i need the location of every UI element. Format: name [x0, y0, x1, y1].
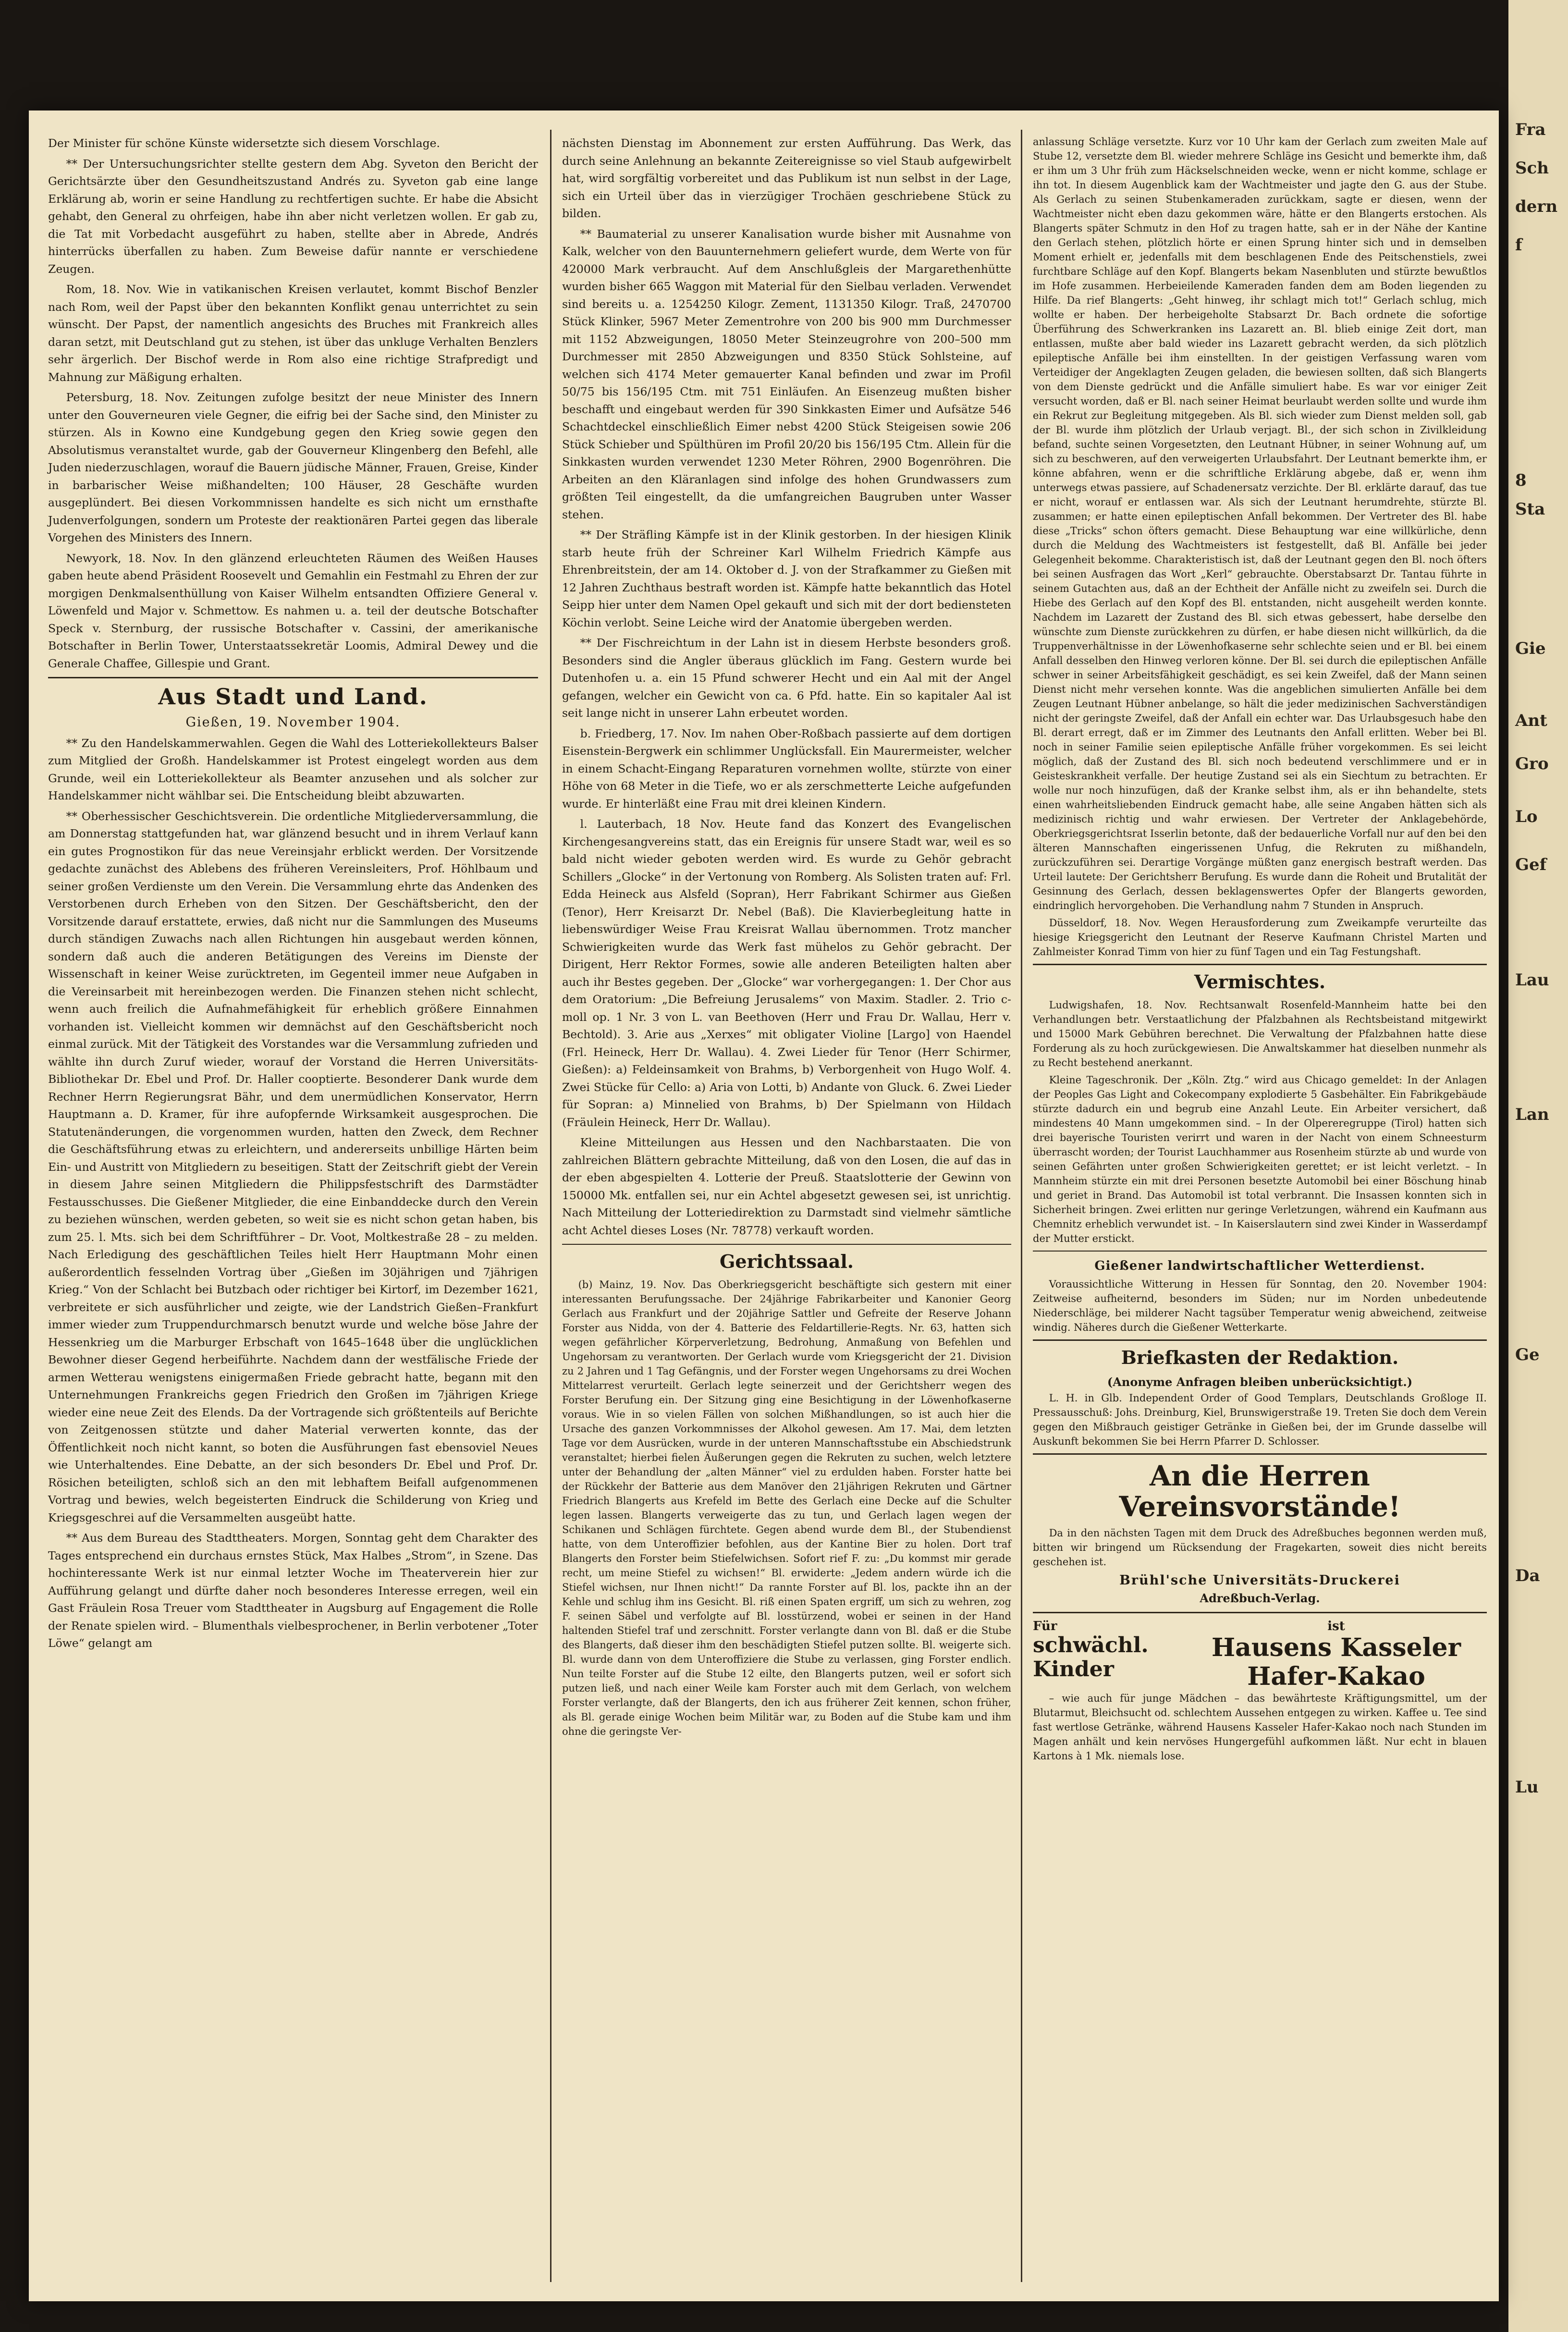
column-2: [562, 135, 1011, 1742]
strip-text: Sch: [1515, 159, 1549, 178]
news-paragraph: ** Der Fischreichtum in der Lahn ist in diesem Herbste besonders groß. Besonders sind die Angler überaus glücklich im Fang. Gestern wurde bei Dutenhofen u. a. ein 15 Pfund schwerer Hecht und ein Aal mit der Angel gefangen, welcher ein Gewicht von ca. 6 Pfd. hatte. Ein so kapitaler Aal ist seit lange nicht in unserer Lahn erbeutet worden.: [562, 636, 1011, 720]
ad-left-small: Für: [1033, 1619, 1057, 1633]
local-paragraph: ** Oberhessischer Geschichtsverein. Die ordentliche Mitgliederversammlung, die am Donnerstag stattgefunden hat, war glänzend besucht und in ihrem Verlauf kann ein gutes Prognostikon für das neue Vereinsjahr erblickt werden. Der Vorsitzende gedachte zunächst des Ablebens des früheren Vereinsleiters, Prof. Höhlbaum und seiner großen Verdienste um den Verein. Die Versammlung ehrte das Andenken des Verstorbenen durch Erheben von den Sitzen. Der Geschäftsbericht, den der Vorsitzende darauf erstattete, erwies, daß nicht nur die Sammlungen des Museums durch ständigen Zuwachs nach allen Richtungen hin ausgebaut werden können, sondern daß auch die anderen Betätigungen des Vereins im Dienste der Wissenschaft in keiner Weise zurücktreten, im Gegenteil immer neue Aufgaben in die Vereinsarbeit mit hereinbezogen werden. Die Finanzen stehen nicht schlecht, wenn auch freilich die Aufnahmefähigkeit für erheblich größere Einnahmen vorhanden ist. Vielleicht kommen wir demnächst auf den Geschäftsbericht noch einmal zurück. Mit der Tätigkeit des Vorstandes war die Versammlung zufrieden und wählte ihn durch Zuruf wieder, worauf der Vorstand die Herren Universitäts-Bibliothekar Dr. Ebel und Prof. Dr. Haller cooptierte. Besonderer Dank wurde dem Rechner Herrn Regierungsrat Bähr, und dem unermüdlichen Konservator, Herrn Hauptmann a. D. Kramer, für ihre aufopfernde Wirksamkeit ausgesprochen. Die Statutenänderungen, die vorgenommen wurden, hatten den Zweck, dem Rechner die Geschäftsführung etwas zu erleichtern, und andererseits unbillige Härten beim Ein- und Austritt von Mitgliedern zu beseitigen. Statt der Zeitschrift giebt der Verein in diesem Jahre seinen Mitgliedern die Philippsfestschrift des Darmstädter Festausschusses. Die Gießener Mitglieder, die eine Einbanddecke durch den Verein zu beziehen wünschen, werden gebeten, so weit sie es nicht schon getan haben, bis zum 25. l. Mts. sich bei dem Schriftführer – Dr. Voot, Moltkestraße 28 – zu melden. Nach Erledigung des geschäftlichen Teiles hielt Herr Hauptmann Mohr einen außerordentlich fesselnden Vortrag über „Gießen im 30jährigen und 7jährigen Krieg.“ Von der Schlacht bei Butzbach oder richtiger bei Kirtorf, im Dezember 1621, verbreitete er sich ausführlicher und zeigte, wie der Landstrich Gießen–Frankfurt immer wieder zum Truppendurchmarsch benutzt wurde und welche böse Jahre der Hessenkrieg um die Marburger Erbschaft von 1645–1648 über die unglücklichen Bewohner dieser Gegend herbeiführte. Nachdem dann der westfälische Friede der armen Wetterau wenigstens einigermaßen Friede gebracht hatte, begann mit den Unternehmungen Frankreichs gegen Friedrich den Großen im 7jährigen Kriege wieder eine neue Zeit des Elends. Da der Vortragende sich größtenteils auf Berichte von Zeitgenossen stützte und daher Material verwerten konnte, das der Öffentlichkeit noch nicht kannt, so boten die Ausführungen fast ebensoviel Neues wie Unterhaltendes. Eine Debatte, an der sich besonders Dr. Ebel und Prof. Dr. Rösichen beteiligten, schloß sich an den mit lebhaftem Beifall aufgenommenen Vortrag und bewies, welch begeisterten Eindruck die Schilderung von Krieg und Kriegsgeschrei auf die Versammelten ausgeübt hatte.: [48, 809, 538, 1524]
cocoa-advertisement: [1033, 1619, 1487, 1691]
letterbox-subtitle: (Anonyme Anfragen bleiben unberücksichtigt.): [1107, 1375, 1413, 1389]
ad-right-block: [1186, 1619, 1487, 1691]
misc-paragraph: Kleine Tageschronik. Der „Köln. Ztg.“ wird aus Chicago gemeldet: In der Anlagen der Peoples Gas Light and Cokecompany explodierte 5 Gasbehälter. Ein Fabrikgebäude stürzte dadurch ein und begrub eine Anzahl Leute. Ein Arbeiter versichert, daß mindestens 40 Mann umgekommen sind. – In der Olpereregruppe (Tirol) hatten sich drei bayerische Touristen verirrt und waren in der Nacht von einem Schneesturm überrascht worden; der Tourist Lauchhammer aus Rosenheim stürzte ab und wurde von seinen Gefährten unter großen Schwierigkeiten gerettet; er ist leicht verletzt. – In Mannheim stürzte ein mit drei Personen besetzte Automobil bei einer Böschung hinab und geriet in Brand. Das Automobil ist total verbrannt. Die Insassen konnten sich in Sicherheit bringen. Zwei erlitten nur geringe Verletzungen, während ein Kaufmann aus Chemnitz erheblich verwundet ist. – In Kaiserslautern sind zwei Kinder in Wasserdampf der Mutter erstickt.: [1033, 1074, 1487, 1244]
section-title: Aus Stadt und Land.: [158, 684, 428, 710]
news-paragraph: nächsten Dienstag im Abonnement zur ersten Aufführung. Das Werk, das durch seine Anlehnung an bekannte Zeitereignisse so viel Staub aufgewirbelt hat, wird sorgfältig vorbereitet und das Publikum ist nun selbst in der Lage, sich ein Urteil über das in vierzügiger Trochäen geschriebene Stück zu bilden.: [562, 136, 1011, 220]
strip-text: Gro: [1515, 754, 1549, 773]
ad-subsignature: Adreßbuch-Verlag.: [1200, 1591, 1320, 1605]
news-paragraph: Kleine Mitteilungen aus Hessen und den Nachbarstaaten. Die von zahlreichen Blättern gebrachte Mitteilung, daß von den Losen, die auf das in der eben abgespielten 4. Lotterie der Preuß. Staatslotterie der Gewinn von 150000 Mk. entfallen sei, nur ein Achtel abgesetzt gewesen sei, ist unrichtig. Nach Mitteilung der Lotteriedirektion zu Darmstadt sind vielmehr sämtliche acht Achtel dieses Loses (Nr. 78778) verkauft worden.: [562, 1136, 1011, 1237]
ad-right-small: ist: [1327, 1619, 1345, 1633]
strip-text: Lan: [1515, 1105, 1549, 1124]
ad-text: Da in den nächsten Tagen mit dem Druck des Adreßbuches begonnen werden muß, bitten wir bringend um Rücksendung der Fragekarten, soweit dies nicht bereits geschehen ist.: [1033, 1527, 1487, 1568]
adjacent-page-strip: [1508, 0, 1568, 2332]
strip-text: Gie: [1515, 639, 1546, 658]
ad-text: – wie auch für junge Mädchen – das bewährteste Kräftigungsmittel, um der Blutarmut, Bleichsucht od. schlechtem Aussehen entgegen zu wirken. Kaffee u. Tee sind fast wertlose Getränke, während Hausens Kasseler Hafer-Kakao noch nach Stunden im Magen anhält und kein nervöses Hungergefühl aufkommen läßt. Nur echt in blauen Kartons à 1 Mk. niemals lose.: [1033, 1693, 1487, 1762]
strip-text: Da: [1515, 1566, 1540, 1585]
news-paragraph: Rom, 18. Nov. Wie in vatikanischen Kreisen verlautet, kommt Bischof Benzler nach Rom, weil der Papst über den bekannten Konflikt genau unterrichtet zu sein wünscht. Der Papst, der namentlich angesichts des Bruches mit Frankreich alles daran setzt, mit Deutschland gut zu stehen, ist über das unkluge Verhalten Benzlers sehr ärgerlich. Der Bischof werde in Rom also eine richtige Strafpredigt und Mahnung zur Mäßigung erhalten.: [48, 282, 538, 384]
news-paragraph: Der Minister für schöne Künste widersetzte sich diesem Vorschlage.: [48, 136, 440, 150]
strip-text: 8: [1515, 471, 1527, 490]
section-divider: [1033, 1453, 1487, 1455]
letterbox-text: L. H. in Glb. Independent Order of Good Templars, Deutschlands Großloge II. Pressausschuß: Johs. Dreinburg, Kiel, Brunswigerstraße 19. Treten Sie doch dem Verein gegen den Mißbrauch geistiger Getränke in Gießen bei, der im Grunde dasselbe will Auskunft bekommen Sie bei Herrn Pfarrer D. Schlosser.: [1033, 1392, 1487, 1447]
news-paragraph: ** Der Untersuchungsrichter stellte gestern dem Abg. Syveton den Bericht der Gerichtsärzte über den Gesundheitszustand Andrés zu. Syveton gab eine lange Erklärung ab, worin er seine Handlung zu rechtfertigen suchte. Er habe die Absicht gehabt, den General zu ohrfeigen, habe ihn aber nicht verletzen wollen. Er gab zu, die Tat mit Vorbedacht ausgeführt zu haben, stellte aber in Abrede, Andrés hinterrücks überfallen zu haben. Zum Beweise dafür nannte er verschiedene Zeugen.: [48, 157, 538, 276]
misc-paragraph: Ludwigshafen, 18. Nov. Rechtsanwalt Rosenfeld-Mannheim hatte bei den Verhandlungen betr. Verstaatlichung der Pfalzbahnen als Rechtsbeistand mitgewirkt und 15000 Mark Gebühren berechnet. Die Verwaltung der Pfalzbahnen hatte diese Forderung als zu hoch zurückgewiesen. Die Anwaltskammer hat dieselben nunmehr als zu Recht bestehend anerkannt.: [1033, 999, 1487, 1068]
strip-text: Fra: [1515, 120, 1546, 139]
strip-text: f: [1515, 235, 1522, 255]
section-divider: [1033, 1339, 1487, 1341]
news-paragraph: ** Baumaterial zu unserer Kanalisation wurde bisher mit Ausnahme von Kalk, welcher von den Bauunternehmern geliefert wurde, dem Werte von für 420000 Mark verbraucht. Auf dem Anschlußgleis der Margarethenhütte wurden bisher 665 Waggon mit Material für den Sielbau verladen. Verwendet sind bereits u. a. 1254250 Kilogr. Zement, 1131350 Kilogr. Traß, 2470700 Stück Klinker, 5967 Meter Zementrohre von 200 bis 900 mm Durchmesser mit 1152 Abzweigungen, 18050 Meter Steinzeugrohre von 200–500 mm Durchmesser mit 2850 Abzweigungen und 8350 Stück Sohlsteine, auf welchen sich 4174 Meter gemauerter Kanal befinden und zwar im Profil 50/75 bis 156/195 Ctm. mit 751 Einläufen. An Eisenzeug mußten bisher beschafft und eingebaut werden für 390 Sinkkasten Eimer und Aufsätze 546 Schachtdeckel einschließlich Eimer nebst 4200 Stück Steigeisen sowie 206 Stück Schieber und Spülthüren im Profil 20/20 bis 156/195 Ctm. Allein für die Sinkkasten wurden verwendet 1230 Meter Röhren, 2900 Bogenröhren. Die Arbeiten an den Kläranlagen sind infolge des hohen Grundwassers zum größten Teil eingestellt, da die umfangreichen Baugruben unter Wasser stehen.: [562, 227, 1011, 521]
strip-text: Ge: [1515, 1345, 1540, 1364]
strip-text: Sta: [1515, 500, 1545, 519]
news-paragraph: b. Friedberg, 17. Nov. Im nahen Ober-Roßbach passierte auf dem dortigen Eisenstein-Bergwerk ein schlimmer Unglücksfall. Ein Maurermeister, welcher in einem Schacht-Eingang Reparaturen vornehmen wollte, stürzte von einer Höhe von 68 Meter in die Tiefe, wo er als zerschmetterte Leiche aufgefunden wurde. Er hinterläßt eine Frau mit drei kleinen Kindern.: [562, 726, 1011, 810]
ad-signature: Brühl'sche Universitäts-Druckerei: [1119, 1573, 1400, 1588]
strip-text: Lau: [1515, 970, 1549, 990]
ad-title: An die Herren Vereinsvorstände!: [1119, 1460, 1401, 1523]
ad-left-block: [1033, 1619, 1177, 1681]
section-divider: [562, 1244, 1011, 1245]
weather-title: Gießener landwirtschaftlicher Wetterdienst.: [1094, 1259, 1425, 1273]
ad-right-headline: Hausens Kasseler Hafer-Kakao: [1212, 1633, 1461, 1691]
strip-text: Lu: [1515, 1778, 1539, 1797]
section-divider: [48, 677, 538, 678]
strip-text: Lo: [1515, 807, 1538, 826]
column-3: [1033, 135, 1487, 1766]
local-paragraph: ** Aus dem Bureau des Stadttheaters. Morgen, Sonntag geht dem Charakter des Tages entsprechend ein durchaus ernstes Stück, Max Halbes „Strom“, in Szene. Das hochinteressante Werk ist nur einmal letzter Woche im Theaterverein hier zur Aufführung gelangt und dürfte daher noch besonderes Interesse erregen, weil ein Gast Fräulein Rosa Treuer vom Stadttheater in Augsburg auf Engagement die Rolle der Renate spielen wird. – Blumenthals vielbesprochener, in Berlin verbotener „Toter Löwe“ gelangt am: [48, 1531, 538, 1650]
court-paragraph: anlassung Schläge versetzte. Kurz vor 10 Uhr kam der Gerlach zum zweiten Male auf Stube 12, versetzte dem Bl. wieder mehrere Schläge ins Gesicht und bemerkte ihm, daß er ihm um 3 Uhr früh zum Häckselschneiden wecke, wenn er nicht komme, schlage er ihn tot. In diesem Augenblick kam der Wachtmeister und jagte den G. aus der Stube. Als Gerlach zu seinen Stubenkameraden zurückkam, sagte er diesen, wenn der Wachtmeister nicht eben dazu gekommen wäre, hätte er den Blangerts erstochen. Als Blangerts später Schmutz in den Hof zu tragen hatte, sah er in der Nähe der Kantine den Gerlach stehen, plötzlich hörte er einen Sprung hinter sich und in demselben Moment erhielt er, jedenfalls mit dem beschlagenen Ende des Peitschenstiels, zwei furchtbare Schläge auf den Kopf. Blangerts bekam Nasenbluten und stürzte bewußtlos im Hofe zusammen. Herbeieilende Kameraden fanden dem am Boden liegenden zu Hilfe. Da rief Blangerts: „Geht hinweg, ihr schlagt mich tot!“ Gerlach schlug, mich wollte er haben. Der herbeigeholte Stabsarzt Dr. Bach ordnete die sofortige Überführung des Schwerkranken ins Lazarett an. Bl. blieb einige Zeit dort, man entlassen, mußte aber bald wieder ins Lazarett gebracht werden, da sich plötzlich epileptische Anfälle bei ihm einstellten. In der geistigen Verfassung waren vom Verteidiger der Angeklagten Zeugen geladen, die bewiesen sollten, daß sich Blangerts von dem Dienste gedrückt und die Anfälle simuliert habe. Es war vor einiger Zeit versucht worden, daß er Bl. nach seiner Heimat beurlaubt werden sollte und wurde ihm ein Rekrut zur Begleitung mitgegeben. Als Bl. sich wieder zum Dienst melden soll, gab der Bl. wurde ihm plötzlich der Urlaub verjagt. Bl., der sich schon in Zivilkleidung befand, suchte seinen Vorgesetzten, den Leutnant Hübner, in seiner Wohnung auf, um sich zu beschweren, auf den verweigerten Urlaubsfahrt. Der Leutnant bemerkte ihm, er könne abfahren, wenn er die schriftliche Erklärung abgebe, daß er, wenn ihm unterwegs etwas passiere, auf Schadenersatz verzichte. Der Bl. erklärte darauf, das tue er nicht, worauf er entlassen war. Als sich der Leutnant herumdrehte, stürzte Bl. zusammen; er hatte einen epileptischen Anfall bekommen. Der Vertreter des Bl. habe diese „Tricks“ schon öfters gemacht. Diese Behauptung war eine willkürliche, denn durch die Meldung des Wachtmeisters ist festgestellt, daß Bl. Anfälle bei jeder Gelegenheit bekomme. Charakteristisch ist, daß der Leutnant gegen den Bl. noch öfters bei seinen Ausfragen das Wort „Kerl“ gebrauchte. Oberstabsarzt Dr. Tantau führte in seinem Gutachten aus, daß an der Echtheit der Anfälle nicht zu zweifeln sei. Durch die Hiebe des Gerlach auf den Kopf des Bl. entstanden, nicht ausgeheilt werden konnte. Nachdem im Lazarett der Zustand des Bl. sich etwas gebessert, habe derselbe den wünschte zum Dienste zurückkehren zu dürfen, er habe diesen nicht willkürlich, da die Truppenverhältnisse in der Löwenhofkaserne sehr schlechte seien und er Bl. bei einem Anfall desselben den Hinweg verloren könne. Der Bl. sei durch die epileptischen Anfälle schwer in seiner Arbeitsfähigkeit geschädigt, es sei kein Zweifel, daß der Mann seinen Dienst nicht mehr versehen konnte. Was die angeblichen simulierten Anfälle bei dem Zeugen Leutnant Hübner anbelange, so hält die jeder medizinischen Sachverständigen nicht der geringste Zweifel, daß der Anfall ein echter war. Das Urlaubsgesuch habe den Bl. derart erregt, daß er im Zimmer des Leutnants den Anfall erlitten. Weber bei Bl. noch in seiner Familie seien epileptische Anfälle früher vorgekommen. Es sei leicht möglich, daß der Zustand des Bl. sich noch bedeutend verschlimmere und er in Geisteskrankheit verfalle. Der heutige Zustand sei als ein Siechtum zu betrachten. Er wolle nur noch hinzufügen, daß der Kranke selbst ihm, als er ihn behandelte, stets einen wahrheitsliebenden Eindruck gemacht habe, alle seine Angaben hätten sich als medizinisch richtig und wahr erwiesen. Der Vertreter der Anklagebehörde, Oberkriegsgerichtsrat Isserlin betonte, daß der bedauerliche Vorfall nur auf den bei den älteren Mannschaften eingerissenen Unfug, die Rekruten zu mißhandeln, zurückzuführen sei. Derartige Vorgänge müßten ganz energisch bestraft werden. Das Urteil lautete: Der Gerichtsherr Berufung. Es wurde dann die Roheit und Brutalität der Gesinnung des Gerlach, dessen beklagenswertes Opfer der Blangerts geworden, eindringlich hervorgehoben. Die Verhandlung nahm 7 Stunden in Anspruch.: [1033, 136, 1487, 911]
strip-text: Ant: [1515, 711, 1547, 730]
strip-text: Gef: [1515, 855, 1547, 874]
court-paragraph: Düsseldorf, 18. Nov. Wegen Herausforderung zum Zweikampfe verurteilte das hiesige Kriegsgericht den Leutnant der Reserve Kaufmann Christel Marten und Zahlmeister Konrad Timm von hier zu fünf Tagen und ein Tag Festungshaft.: [1033, 917, 1487, 957]
strip-text: dern: [1515, 197, 1558, 216]
news-paragraph: Petersburg, 18. Nov. Zeitungen zufolge besitzt der neue Minister des Innern unter den Gouverneuren viele Gegner, die eifrig bei der Sache sind, den Minister zu stürzen. Als in Kowno eine Kundgebung gegen den Krieg sowie gegen den Absolutismus veranstaltet wurde, gab der Gouverneur Klingenberg den Befehl, alle Juden niederzuschlagen, worauf die Bauern jüdische Männer, Frauen, Greise, Kinder in barbarischer Weise mißhandelten; 100 Häuser, 28 Geschäfte wurden ausgeplündert. Bei diesen Vorkommnissen handelte es sich nicht um ernsthafte Judenverfolgungen, sondern um Proteste der reaktionären Partei gegen das liberale Vorgehen des Ministers des Innern.: [48, 391, 538, 544]
weather-text: Voraussichtliche Witterung in Hessen für Sonntag, den 20. November 1904: Zeitweise aufheiternd, besonders im Süden; nur im Norden unbedeutende Niederschläge, bei milderer Nacht tagsüber Temperatur wenig abweichend, zeitweise windig. Näheres durch die Gießener Wetterkarte.: [1033, 1278, 1487, 1333]
section-divider: [1033, 1251, 1487, 1252]
letterbox-title: Briefkasten der Redaktion.: [1121, 1346, 1399, 1368]
court-paragraph: (b) Mainz, 19. Nov. Das Oberkriegsgericht beschäftigte sich gestern mit einer interessanten Berufungssache. Der 24jährige Fabrikarbeiter und Kanonier Georg Gerlach aus Frankfurt und der 20jährige Sattler und Gefreite der Reserve Johann Forster aus Nidda, von der 4. Batterie des Feldartillerie-Regts. Nr. 63, hatten sich wegen gefährlicher Körperverletzung, Bedrohung, Anmaßung von Befehlen und Ungehorsam zu verantworten. Der Gerlach wurde vom Kriegsgericht der 21. Division zu 2 Jahren und 1 Tag Gefängnis, und der Forster wegen Ungehorsams zu drei Wochen Mittelarrest verurteilt. Gerlach legte seinerzeit und der Gerichtsherr wegen des Forster Berufung ein. Der Sitzung ging eine Besichtigung in der Löwenhofkaserne voraus. Wie in so vielen Fällen von solchen Mißhandlungen, so ist auch hier die Ursache des ganzen Vorkommnisses der Alkohol gewesen. Am 17. Mai, dem letzten Tage vor dem Ausrücken, wurde in der unteren Mannschaftsstube ein Abschiedstrunk veranstaltet; hierbei fielen Äußerungen gegen die Rekruten zu suchen, welch letztere unter der Behandlung der „alten Männer“ viel zu erdulden haben. Forster hatte bei der Rückkehr der Batterie aus dem Manöver den 21jährigen Rekruten und Gärtner Friedrich Blangerts aus Krefeld im Bette des Gerlach eine Decke auf die Schulter legen lassen. Blangerts verweigerte das zu tun, und Gerlach lagen wegen der Schikanen und Schlägen fürchtete. Gegen abend wurde dem Bl., der Stubendienst hatte, von dem Unteroffizier befohlen, aus der Kantine Bier zu holen. Dort traf Blangerts den Forster beim Stiefelwichsen. Sofort rief F. zu: „Du kommst mir gerade recht, um meine Stiefel zu wichsen!“ Bl. erwiderte: „Jedem andern würde ich die Stiefel wichsen, nur Ihnen nicht!“ Da rannte Forster auf Bl. los, packte ihn an der Kehle und schlug ihm ins Gesicht. Bl. riß einen Spaten ergriff, um sich zu wehren, zog F. seinen Säbel und verfolgte auf Bl. losstürzend, wobei er seinen in der Hand haltenden Stiefel traf und zerschnitt. Forster verlangte dann von Bl. daß er die Stube des Blangerts, daß dieser ihm den beschädigten Stiefel putzen sollte. Bl. weigerte sich. Bl. wurde dann von dem Unteroffiziere die Stube zu verlassen, ging Forster endlich. Nun teilte Forster auf die Stube 12 eilte, den Blangerts putzen, weil er sofort sich putzen ließ, und nach einer Weile kam Forster auch mit dem Gerlach, von welchem Forster verlangte, daß der Blangerts, den ich aus früherer Zeit kennen, schon früher, als Bl. gerade einige Wochen beim Militär war, zu Boden auf die Stube kam und ihm ohne die geringste Ver-: [562, 1279, 1011, 1737]
news-paragraph: ** Der Sträfling Kämpfe ist in der Klinik gestorben. In der hiesigen Klinik starb heute früh der Schreiner Karl Wilhelm Friedrich Kämpfe aus Ehrenbreitstein, der am 14. Oktober d. J. von der Strafkammer zu Gießen mit 12 Jahren Zuchthaus bestraft worden ist. Kämpfe hatte bekanntlich das Hotel Seipp hier unter dem Namen Opel gekauft und sich mit der dort bediensteten Köchin verlobt. Seine Leiche wird der Anatomie übergeben werden.: [562, 528, 1011, 629]
section-title: Vermischtes.: [1194, 971, 1326, 993]
column-1: [48, 135, 538, 1655]
ad-left-headline: schwächl. Kinder: [1033, 1633, 1149, 1681]
news-paragraph: Newyork, 18. Nov. In den glänzend erleuchteten Räumen des Weißen Hauses gaben heute abend Präsident Roosevelt und Gemahlin ein Festmahl zu Ehren der zur morgigen Denkmalsenthüllung von Kaiser Wilhelm entsandten Offiziere General v. Löwenfeld und Major v. Schmettow. Es nahmen u. a. teil der deutsche Botschafter Speck v. Sternburg, der russische Botschafter v. Cassini, der amerikanische Botschafter in Berlin Tower, Unterstaatssekretär Loomis, Admiral Dewey und die Generale Chaffee, Gillespie und Grant.: [48, 551, 538, 670]
dateline: Gießen, 19. November 1904.: [185, 715, 401, 730]
news-paragraph: l. Lauterbach, 18 Nov. Heute fand das Konzert des Evangelischen Kirchengesangvereins statt, das ein Ereignis für unsere Stadt war, weil es so bald nicht wieder geboten werden wird. Es wurde zu Gehör gebracht Schillers „Glocke“ in der Vertonung von Romberg. Als Solisten traten auf: Frl. Edda Heineck aus Alsfeld (Sopran), Herr Fabrikant Schirmer aus Gießen (Tenor), Herr Kreisarzt Dr. Nebel (Baß). Die Klavierbegleitung hatte in liebenswürdiger Weise Frau Kreisrat Wallau übernommen. Trotz mancher Schwierigkeiten wurde das Werk fast mühelos zu Gehör gebracht. Der Dirigent, Herr Rektor Formes, sowie alle anderen Beteiligten halten aber auch ihr Bestes gegeben. Der „Glocke“ war vorhergegangen: 1. Der Chor aus dem Oratorium: „Die Befreiung Jerusalems“ von Maxim. Stadler. 2. Trio c-moll op. 1 Nr. 3 von L. van Beethoven (Herr und Frau Dr. Wallau, Herr v. Bechtold). 3. Arie aus „Xerxes“ mit obligater Violine [Largo] von Haendel (Frl. Heineck, Herr Dr. Wallau). 4. Zwei Lieder für Tenor (Herr Schirmer, Gießen): a) Feldeinsamkeit von Brahms, b) Verborgenheit von Hugo Wolf. 4. Zwei Stücke für Cello: a) Aria von Lotti, b) Andante von Gluck. 6. Zwei Lieder für Sopran: a) Minnelied von Brahms, b) Der Spielmann von Hildach (Fräulein Heineck, Herr Dr. Wallau).: [562, 817, 1011, 1129]
section-divider: [1033, 964, 1487, 965]
column-rule: [1021, 130, 1022, 2282]
newspaper-page: [29, 110, 1499, 2301]
section-title: Gerichtssaal.: [719, 1251, 854, 1272]
section-divider: [1033, 1612, 1487, 1613]
local-paragraph: ** Zu den Handelskammerwahlen. Gegen die Wahl des Lotteriekollekteurs Balser zum Mitglied der Großh. Handelskammer ist Protest eingelegt worden aus dem Grunde, weil ein Lotteriekollekteur als Beamter anzusehen und als solcher zur Handelskammer nicht wählbar sei. Die Entscheidung bleibt abzuwarten.: [48, 736, 538, 802]
column-rule: [550, 130, 551, 2282]
